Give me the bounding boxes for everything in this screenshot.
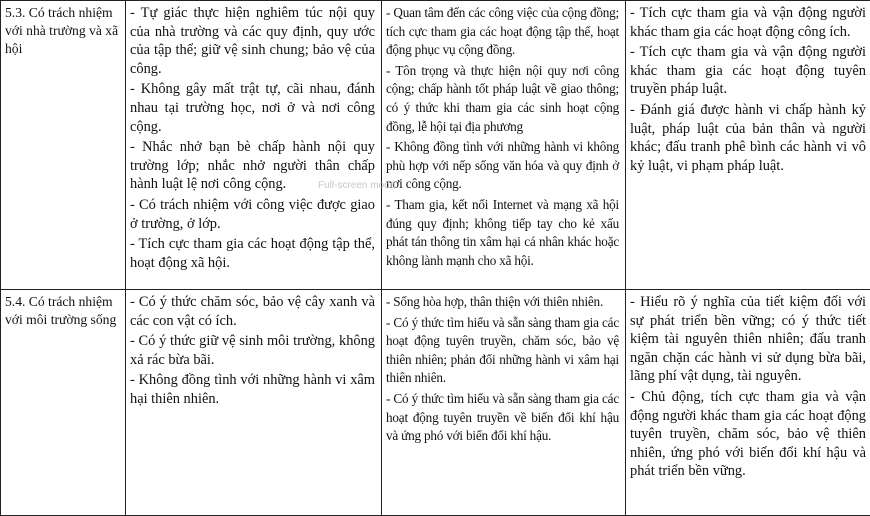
- table-row: [1, 290, 870, 516]
- table-row: [1, 1, 870, 290]
- list-item: - Đánh giá được hành vi chấp hành kỷ luật, pháp luật của bản thân và người khác; đấu tranh phê bình các hành vi vô kỷ luật, vi phạm pháp luật.: [630, 101, 866, 175]
- list-item: - Không đồng tình với những hành vi không phù hợp với nếp sống văn hóa và quy định ở nơi công cộng.: [386, 138, 619, 194]
- column-2-cell: [382, 290, 626, 516]
- row-heading: 5.4. Có trách nhiệm với môi trường sống: [1, 290, 126, 516]
- list-item: - Nhắc nhở bạn bè chấp hành nội quy trường lớp; nhắc nhở người thân chấp hành luật lệ nơi công cộng.: [130, 138, 375, 194]
- list-item: - Có trách nhiệm với công việc được giao ở trường, ở lớp.: [130, 196, 375, 233]
- column-3-cell: [626, 290, 870, 516]
- list-item: - Không đồng tình với những hành vi xâm hại thiên nhiên.: [130, 371, 375, 408]
- list-item: - Có ý thức tìm hiểu và sẵn sàng tham gia các hoạt động tuyên truyền, chăm sóc, bảo vệ thiên nhiên; phản đối những hành vi xâm hại thiên nhiên.: [386, 314, 619, 388]
- list-item: - Có ý thức giữ vệ sinh môi trường, không xả rác bừa bãi.: [130, 332, 375, 369]
- list-item: - Tham gia, kết nối Internet và mạng xã hội đúng quy định; không tiếp tay cho kẻ xấu phát tán thông tin xâm hại cá nhân khác hoặc không lành mạnh cho xã hội.: [386, 196, 619, 270]
- list-item: - Có ý thức tìm hiểu và sẵn sàng tham gia các hoạt động tuyên truyền về biến đổi khí hậu và ứng phó với biến đổi khí hậu.: [386, 390, 619, 446]
- list-item: - Chủ động, tích cực tham gia và vận động người khác tham gia các hoạt động tuyên truyền, chăm sóc, bảo vệ thiên nhiên, ứng phó với biến đổi khí hậu và phát triển bền vững.: [630, 388, 866, 481]
- list-item: - Có ý thức chăm sóc, bảo vệ cây xanh và các con vật có ích.: [130, 293, 375, 330]
- column-1-cell: [126, 1, 382, 290]
- column-1-cell: [126, 290, 382, 516]
- list-item: - Tự giác thực hiện nghiêm túc nội quy của nhà trường và các quy định, quy ước của tập thể; giữ vệ sinh chung; bảo vệ của công.: [130, 4, 375, 78]
- row-heading: 5.3. Có trách nhiệm với nhà trường và xã hội: [1, 1, 126, 290]
- watermark: Full-screen mode: [318, 180, 395, 191]
- list-item: - Tôn trọng và thực hiện nội quy nơi công cộng; chấp hành tốt pháp luật về giao thông; có ý thức khi tham gia các sinh hoạt cộng đồng, lễ hội tại địa phương: [386, 62, 619, 136]
- column-3-cell: [626, 1, 870, 290]
- list-item: - Tích cực tham gia và vận động người khác tham gia các hoạt động tuyên truyền pháp luật.: [630, 43, 866, 99]
- list-item: - Hiểu rõ ý nghĩa của tiết kiệm đối với sự phát triển bền vững; có ý thức tiết kiệm tài nguyên thiên nhiên; đấu tranh ngăn chặn các hành vi sử dụng bừa bãi, lãng phí vật dụng, tài nguyên.: [630, 293, 866, 386]
- column-2-cell: [382, 1, 626, 290]
- list-item: - Quan tâm đến các công việc của cộng đồng; tích cực tham gia các hoạt động tập thể, hoạt động phục vụ cộng đồng.: [386, 4, 619, 60]
- list-item: - Không gây mất trật tự, cãi nhau, đánh nhau tại trường học, nơi ở và nơi công cộng.: [130, 80, 375, 136]
- list-item: - Tích cực tham gia và vận động người khác tham gia các hoạt động công ích.: [630, 4, 866, 41]
- list-item: - Tích cực tham gia các hoạt động tập thể, hoạt động xã hội.: [130, 235, 375, 272]
- list-item: - Sống hòa hợp, thân thiện với thiên nhiên.: [386, 293, 619, 312]
